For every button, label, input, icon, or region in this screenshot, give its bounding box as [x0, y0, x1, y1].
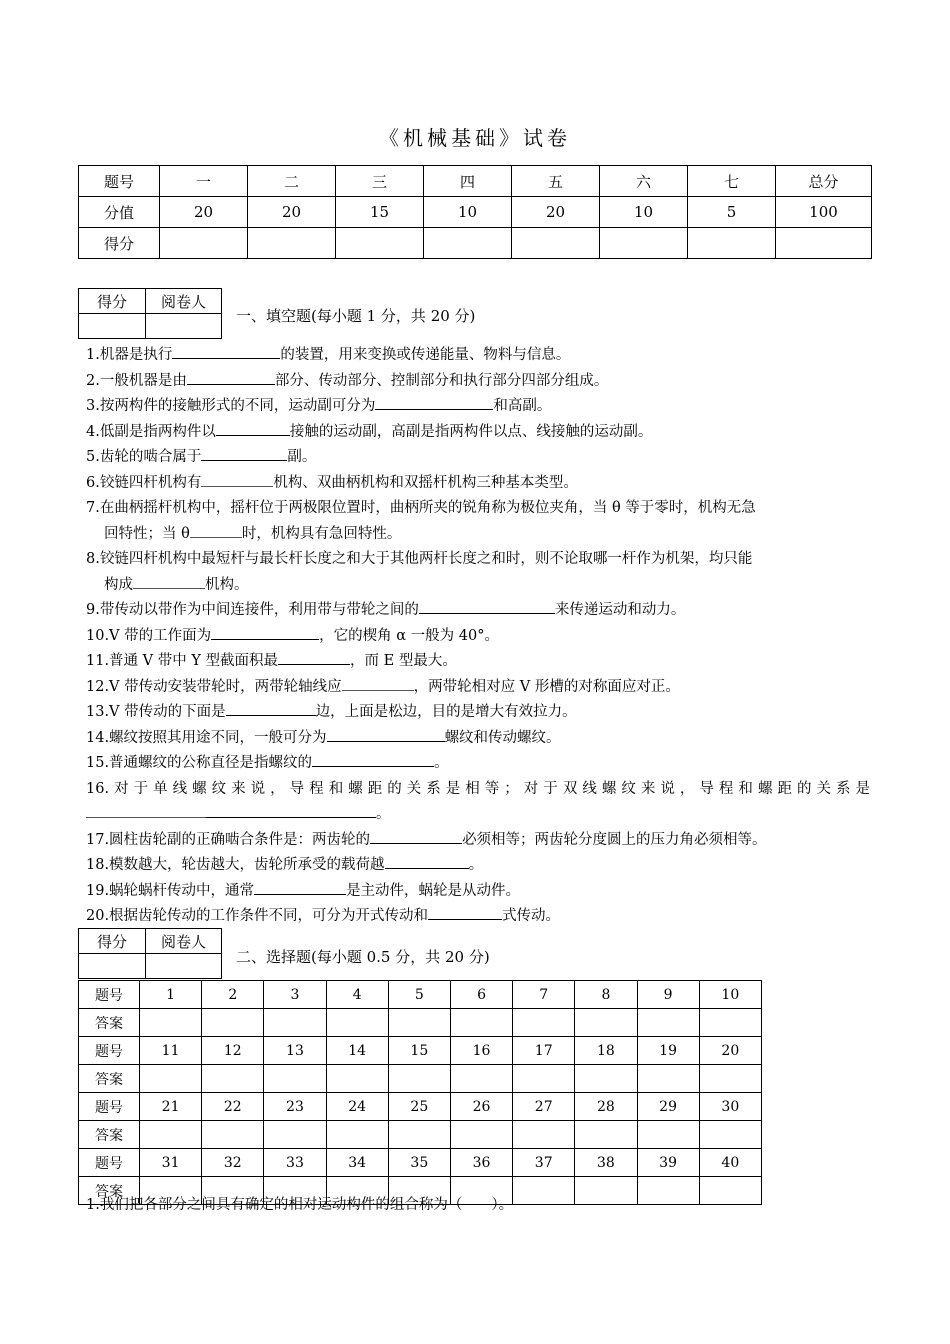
- question-number-cell: 4: [326, 981, 388, 1009]
- question-number-cell: 24: [326, 1093, 388, 1121]
- score-entry-cell[interactable]: [688, 228, 776, 259]
- fill-in-questions: [86, 343, 870, 930]
- answer-cell[interactable]: [202, 1009, 264, 1037]
- question-9: 9.带传动以带作为中间连接件，利用带与带轮之间的 来传递运动和动力。: [86, 598, 870, 624]
- answer-cell[interactable]: [140, 1009, 202, 1037]
- question-number-cell: 37: [513, 1149, 575, 1177]
- answer-cell[interactable]: [202, 1065, 264, 1093]
- question-number-cell: 35: [388, 1149, 450, 1177]
- row-label: 题号: [79, 1037, 140, 1065]
- answer-cell[interactable]: [575, 1065, 637, 1093]
- answer-blank[interactable]: [342, 676, 414, 691]
- table-row: [79, 1037, 762, 1065]
- question-number-cell: 8: [575, 981, 637, 1009]
- row-label: 答案: [79, 1009, 140, 1037]
- question-12: 12.V 带传动安装带轮时，两带轮轴线应 ，两带轮相对应 V 形槽的对称面应对正。: [86, 675, 870, 701]
- table-cell: 七: [688, 166, 776, 197]
- question-number-cell: 7: [513, 981, 575, 1009]
- question-number-cell: 15: [388, 1037, 450, 1065]
- table-cell: 六: [600, 166, 688, 197]
- table-row: [79, 1121, 762, 1149]
- table-row: [79, 1093, 762, 1121]
- question-number-cell: 30: [699, 1093, 761, 1121]
- question-number-cell: 36: [450, 1149, 512, 1177]
- grader-box-2: [78, 928, 222, 979]
- question-16: 16.对于单线螺纹来说，导程和螺距的关系是相等；对于双线螺纹来说，导程和螺距的关系是: [86, 780, 870, 797]
- question-number-cell: 33: [264, 1149, 326, 1177]
- question-number-cell: 27: [513, 1093, 575, 1121]
- answer-blank[interactable]: [312, 752, 434, 767]
- score-entry-cell[interactable]: [512, 228, 600, 259]
- question-number-cell: 39: [637, 1149, 699, 1177]
- question-6: 6.铰链四杆机构有 机构、双曲柄机构和双摇杆机构三种基本类型。: [86, 471, 870, 497]
- answer-blank[interactable]: [190, 523, 242, 538]
- row-label: 答案: [79, 1065, 140, 1093]
- answer-blank[interactable]: [86, 803, 206, 818]
- answer-blank[interactable]: [201, 472, 273, 487]
- table-cell: 三: [336, 166, 424, 197]
- question-number-cell: 28: [575, 1093, 637, 1121]
- grader-box-1: [78, 288, 222, 339]
- table-cell: 15: [336, 197, 424, 228]
- table-cell: 五: [512, 166, 600, 197]
- answer-cell[interactable]: [140, 1065, 202, 1093]
- score-earned-row: [79, 228, 872, 259]
- question-number-cell: 19: [637, 1037, 699, 1065]
- table-row: [79, 1065, 762, 1093]
- answer-cell[interactable]: [388, 1009, 450, 1037]
- score-table: [78, 165, 872, 259]
- answer-grid: [78, 980, 762, 1205]
- question-10: 10.V 带的工作面为 ，它的楔角 α 一般为 40°。: [86, 624, 870, 650]
- answer-cell[interactable]: [699, 1009, 761, 1037]
- answer-cell[interactable]: [140, 1121, 202, 1149]
- page-title: 《机械基础》试卷: [379, 126, 571, 150]
- answer-cell[interactable]: [575, 1121, 637, 1149]
- answer-blank[interactable]: [385, 854, 469, 869]
- answer-blank[interactable]: [187, 370, 275, 385]
- question-number-cell: 34: [326, 1149, 388, 1177]
- score-values-row: [79, 197, 872, 228]
- table-row: [79, 1149, 762, 1177]
- question-number-cell: 3: [264, 981, 326, 1009]
- table-cell: 题号: [79, 166, 160, 197]
- answer-cell[interactable]: [326, 1065, 388, 1093]
- question-3: 3.按两构件的接触形式的不同，运动副可分为 和高副。: [86, 394, 870, 420]
- answer-cell[interactable]: [699, 1121, 761, 1149]
- question-number-cell: 25: [388, 1093, 450, 1121]
- question-14: 14.螺纹按照其用途不同，一般可分为 螺纹和传动螺纹。: [86, 726, 870, 752]
- table-cell: 分值: [79, 197, 160, 228]
- score-entry-cell[interactable]: [248, 228, 336, 259]
- answer-cell[interactable]: [264, 1065, 326, 1093]
- grader-score-label: 得分: [79, 289, 146, 314]
- grader-reviewer-label: 阅卷人: [146, 289, 222, 314]
- question-number-cell: 40: [699, 1149, 761, 1177]
- table-cell: 一: [160, 166, 248, 197]
- answer-cell[interactable]: [202, 1121, 264, 1149]
- table-cell: 四: [424, 166, 512, 197]
- question-16-cont: 。: [86, 802, 870, 828]
- table-cell: 100: [776, 197, 872, 228]
- answer-blank[interactable]: [172, 344, 280, 359]
- answer-cell[interactable]: [388, 1121, 450, 1149]
- table-cell: 10: [600, 197, 688, 228]
- answer-cell[interactable]: [513, 1121, 575, 1149]
- answer-blank[interactable]: [211, 625, 319, 640]
- table-cell: 20: [248, 197, 336, 228]
- question-11: 11.普通 V 带中 Y 型截面积最 ，而 E 型最大。: [86, 649, 870, 675]
- question-number-cell: 38: [575, 1149, 637, 1177]
- question-number-cell: 1: [140, 981, 202, 1009]
- table-row: [79, 1009, 762, 1037]
- table-cell: 总分: [776, 166, 872, 197]
- score-entry-cell[interactable]: [424, 228, 512, 259]
- question-19: 19.蜗轮蜗杆传动中，通常 是主动件，蜗轮是从动件。: [86, 879, 870, 905]
- grader-score-cell[interactable]: [79, 954, 146, 979]
- grader-reviewer-cell[interactable]: [146, 314, 222, 339]
- answer-cell[interactable]: [450, 1065, 512, 1093]
- answer-blank[interactable]: [254, 880, 346, 895]
- answer-blank[interactable]: [419, 599, 555, 614]
- answer-blank[interactable]: [428, 905, 502, 920]
- row-label: 题号: [79, 981, 140, 1009]
- question-number-cell: 31: [140, 1149, 202, 1177]
- question-number-cell: 26: [450, 1093, 512, 1121]
- grader-reviewer-label: 阅卷人: [146, 929, 222, 954]
- answer-cell[interactable]: [699, 1065, 761, 1093]
- score-entry-cell[interactable]: [336, 228, 424, 259]
- table-cell: 20: [160, 197, 248, 228]
- question-number-cell: 13: [264, 1037, 326, 1065]
- question-number-cell: 2: [202, 981, 264, 1009]
- table-row: [79, 981, 762, 1009]
- answer-blank[interactable]: [216, 421, 290, 436]
- question-number-cell: 12: [202, 1037, 264, 1065]
- grader-score-label: 得分: [79, 929, 146, 954]
- table-cell: 20: [512, 197, 600, 228]
- row-label: 题号: [79, 1149, 140, 1177]
- answer-cell[interactable]: [326, 1121, 388, 1149]
- answer-blank[interactable]: [375, 395, 493, 410]
- answer-cell[interactable]: [637, 1065, 699, 1093]
- question-number-cell: 21: [140, 1093, 202, 1121]
- question-number-cell: 18: [575, 1037, 637, 1065]
- table-cell: 得分: [79, 228, 160, 259]
- question-13: 13.V 带传动的下面是 边，上面是松边，目的是增大有效拉力。: [86, 700, 870, 726]
- table-cell: 二: [248, 166, 336, 197]
- answer-cell[interactable]: [575, 1009, 637, 1037]
- question-number-cell: 23: [264, 1093, 326, 1121]
- question-number-cell: 22: [202, 1093, 264, 1121]
- answer-cell[interactable]: [450, 1009, 512, 1037]
- answer-blank[interactable]: [278, 650, 350, 665]
- grader-score-cell[interactable]: [79, 314, 146, 339]
- answer-cell[interactable]: [264, 1009, 326, 1037]
- choice-question-1: 1.我们把各部分之间具有确定的相对运动构件的组合称为（ ）。: [86, 1197, 514, 1213]
- question-18: 18.模数越大，轮齿越大，齿轮所承受的载荷越 。: [86, 853, 870, 879]
- score-header-row: [79, 166, 872, 197]
- question-number-cell: 10: [699, 981, 761, 1009]
- section2-heading: 二、选择题(每小题 0.5 分，共 20 分): [236, 948, 490, 966]
- question-number-cell: 29: [637, 1093, 699, 1121]
- question-20: 20.根据齿轮传动的工作条件不同，可分为开式传动和 式传动。: [86, 904, 870, 930]
- question-number-cell: 16: [450, 1037, 512, 1065]
- row-label: 答案: [79, 1177, 140, 1205]
- question-4: 4.低副是指两构件以 接触的运动副，高副是指两构件以点、线接触的运动副。: [86, 420, 870, 446]
- question-number-cell: 14: [326, 1037, 388, 1065]
- question-number-cell: 17: [513, 1037, 575, 1065]
- answer-cell[interactable]: [388, 1065, 450, 1093]
- question-8: 8.铰链四杆机构中最短杆与最长杆长度之和大于其他两杆长度之和时，则不论取哪一杆作为机架，均只能 构成 机构。: [86, 551, 753, 593]
- answer-cell[interactable]: [637, 1121, 699, 1149]
- question-15: 15.普通螺纹的公称直径是指螺纹的 。: [86, 751, 870, 777]
- table-cell: 10: [424, 197, 512, 228]
- question-5: 5.齿轮的啮合属于 副。: [86, 445, 870, 471]
- answer-blank[interactable]: [201, 446, 287, 461]
- answer-cell[interactable]: [513, 1065, 575, 1093]
- grader-reviewer-cell[interactable]: [146, 954, 222, 979]
- answer-blank[interactable]: [226, 701, 316, 716]
- answer-cell[interactable]: [264, 1121, 326, 1149]
- question-number-cell: 32: [202, 1149, 264, 1177]
- question-number-cell: 20: [699, 1037, 761, 1065]
- question-number-cell: 5: [388, 981, 450, 1009]
- question-number-cell: 9: [637, 981, 699, 1009]
- score-entry-cell[interactable]: [160, 228, 248, 259]
- question-2: 2.一般机器是由 部分、传动部分、控制部分和执行部分四部分组成。: [86, 369, 870, 395]
- answer-cell[interactable]: [326, 1009, 388, 1037]
- answer-blank[interactable]: [133, 574, 205, 589]
- answer-cell[interactable]: [513, 1009, 575, 1037]
- answer-blank[interactable]: [327, 727, 445, 742]
- answer-blank[interactable]: [370, 829, 462, 844]
- question-7: 7.在曲柄摇杆机构中，摇杆位于两极限位置时，曲柄所夹的锐角称为极位夹角，当 θ 等于零时，机构无急 回特性；当 θ 时，机构具有急回特性。: [86, 500, 756, 542]
- row-label: 题号: [79, 1093, 140, 1121]
- answer-blank[interactable]: [206, 803, 376, 818]
- answer-cell[interactable]: [450, 1121, 512, 1149]
- row-label: 答案: [79, 1121, 140, 1149]
- question-number-cell: 11: [140, 1037, 202, 1065]
- question-number-cell: 6: [450, 981, 512, 1009]
- table-cell: 5: [688, 197, 776, 228]
- answer-cell[interactable]: [637, 1009, 699, 1037]
- question-17: 17.圆柱齿轮副的正确啮合条件是：两齿轮的 必须相等；两齿轮分度圆上的压力角必须相等。: [86, 828, 870, 854]
- score-entry-cell[interactable]: [776, 228, 872, 259]
- score-entry-cell[interactable]: [600, 228, 688, 259]
- section1-heading: 一、填空题(每小题 1 分，共 20 分): [236, 307, 476, 325]
- question-1: 1.机器是执行 的装置，用来变换或传递能量、物料与信息。: [86, 343, 870, 369]
